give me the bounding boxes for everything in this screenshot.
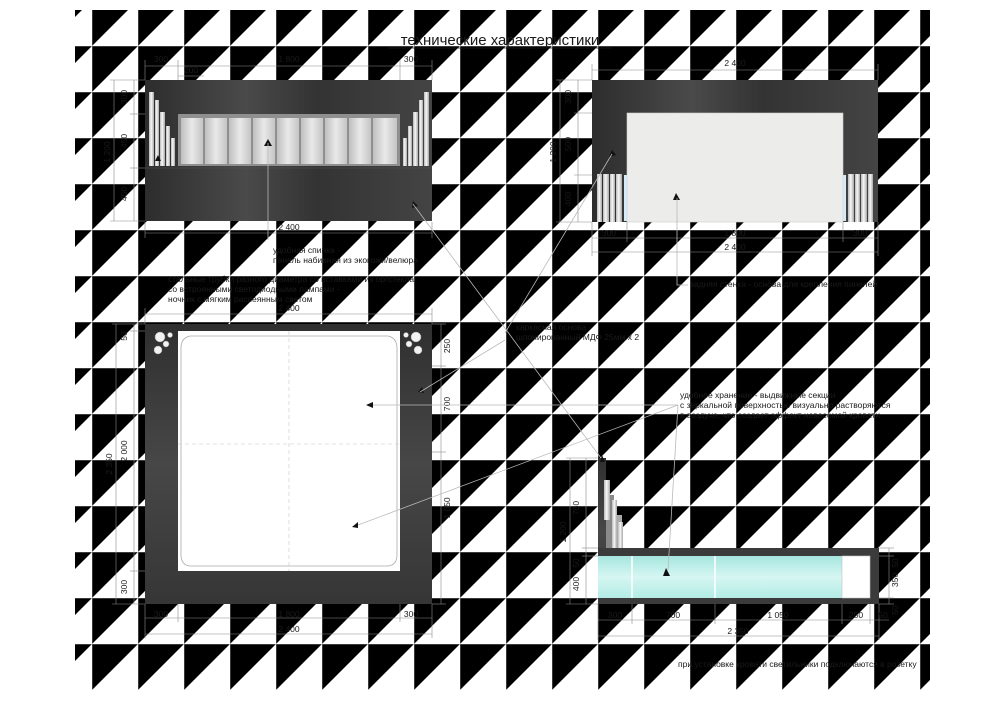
front-dim-left-3: 450	[119, 186, 129, 202]
svg-text:панель набивная из экокожи/вел: панель набивная из экокожи/велюра	[273, 255, 418, 265]
svg-text:со встроенными светодиодными л: со встроенными светодиодными лампами -	[168, 284, 340, 294]
back-dim-left-1: 300	[563, 89, 573, 105]
side-dim-bottom-5: 50	[878, 610, 888, 620]
side-dim-left-1: 750	[571, 500, 581, 516]
front-dim-sub: 200	[183, 65, 199, 75]
svg-text:удобная спинка -: удобная спинка -	[273, 245, 341, 255]
front-dim-top-middle: 1 800	[278, 54, 300, 64]
side-dim-bottom-total: 2 350	[727, 626, 749, 636]
svg-text:в воздухе, что создает эффект: в воздухе, что создает эффект невесомой кровати	[680, 410, 881, 420]
side-dim-left-total: 1 200	[558, 521, 568, 543]
plan-dim-bottom-middle: 1 800	[278, 609, 300, 619]
plan-dim-left-total: 2 350	[104, 453, 114, 475]
footer-note: при установке кровати светильники подключаются в розетку	[678, 659, 917, 669]
front-dim-left-2: 450	[119, 133, 129, 149]
headboard-cushions	[181, 118, 397, 164]
plan-dim-bottom-total: 2 400	[278, 624, 300, 634]
side-dim-bottom-2: 700	[665, 610, 681, 620]
back-dim-bottom-left: 300	[601, 228, 617, 238]
side-dim-bottom-1: 300	[607, 610, 623, 620]
side-dim-bottom-4: 250	[848, 610, 864, 620]
sheet-title	[388, 32, 612, 49]
plan-dim-right-1: 250	[442, 338, 452, 354]
plan-dim-top-total: 2 400	[278, 303, 300, 313]
back-dim-bottom-total: 2 400	[724, 242, 746, 252]
back-dim-top-total: 2 400	[724, 58, 746, 68]
front-dim-top-left: 300	[153, 54, 169, 64]
plan-dim-right-2: 700	[442, 396, 452, 412]
side-dim-right-1: 50	[890, 558, 900, 568]
side-dim-left-2: 50	[571, 558, 581, 568]
side-dim-left-3: 400	[571, 576, 581, 592]
svg-text:с зеркальной поверхностью визу: с зеркальной поверхностью визуально растворяются	[680, 400, 891, 410]
side-dim-right-2: 350	[890, 572, 900, 588]
plan-dim-right-3: 1 050	[442, 497, 452, 519]
back-dim-bottom-middle: 1 800	[724, 228, 746, 238]
front-dim-top-right: 300	[403, 54, 419, 64]
side-dim-right-3: 50	[890, 605, 900, 615]
side-dim-bottom-3: 1 050	[767, 610, 789, 620]
svg-text:стальные трубки разного диамет: стальные трубки разного диаметра со вставками из оргстекла	[168, 274, 415, 284]
back-dim-bottom-right: 300	[852, 228, 868, 238]
note-back-wall: задняя стенка - основа для крепления панелей	[690, 279, 878, 289]
back-dim-left-2: 500	[563, 136, 573, 152]
front-view	[102, 54, 432, 238]
side-mirror-drawers	[598, 556, 842, 598]
back-wall-panel	[627, 113, 843, 222]
side-top-rail	[598, 548, 879, 556]
svg-text:ночник с мягким рассеянным све: ночник с мягким рассеянным светом	[168, 294, 313, 304]
svg-text:каркасная основа -: каркасная основа -	[516, 322, 592, 332]
back-dim-left-3: 400	[563, 191, 573, 207]
svg-text:шпонированный МДФ 25мм х 2: шпонированный МДФ 25мм х 2	[516, 332, 640, 342]
plan-dim-left-top: 50	[119, 331, 129, 341]
plan-view	[104, 303, 452, 638]
front-dim-bottom-total: 2 400	[278, 222, 300, 232]
svg-text:удобное хранение - выдвижные с: удобное хранение - выдвижные секции	[680, 390, 836, 400]
front-dim-left-1: 300	[119, 89, 129, 105]
front-dim-left-total: 1 200	[102, 141, 112, 163]
plan-dim-left-bottom: 300	[119, 579, 129, 595]
plan-dim-left-inner: 2 000	[119, 440, 129, 462]
svg-text:технические характеристики: технические характеристики	[400, 32, 600, 49]
plan-dim-bottom-right: 300	[403, 609, 419, 619]
plan-dim-bottom-left: 300	[153, 609, 169, 619]
back-dim-left-total: 1 200	[548, 141, 558, 163]
